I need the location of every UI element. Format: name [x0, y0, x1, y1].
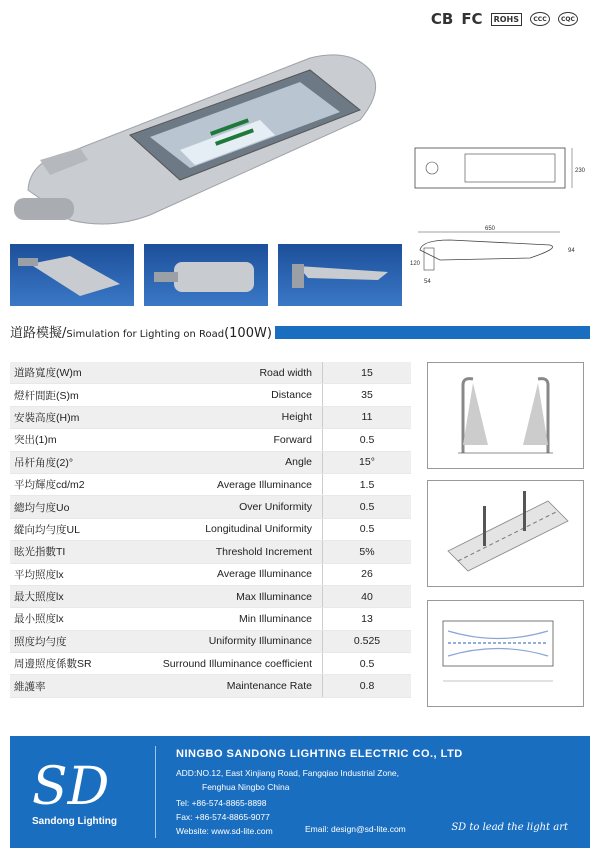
spec-label-en: Average Illuminance	[138, 473, 323, 495]
spec-label-cn: 最大照度lx	[10, 585, 138, 607]
spec-value: 15°	[323, 451, 412, 473]
spec-label-en: Distance	[138, 384, 323, 406]
spec-label-cn: 總均勻度Uo	[10, 496, 138, 518]
title-suffix: (100W)	[224, 326, 272, 341]
illuminance-grid-diagram	[427, 600, 584, 707]
street-light-hero-image	[10, 40, 395, 240]
spec-label-cn: 燈杆間距(S)m	[10, 384, 138, 406]
spec-value: 26	[323, 563, 412, 585]
spec-label-cn: 眩光指數TI	[10, 541, 138, 563]
spec-label-cn: 縱向均勻度UL	[10, 518, 138, 540]
pole-elevation-diagram	[427, 362, 584, 469]
cb-mark: CB	[430, 10, 454, 28]
spec-label-en: Forward	[138, 429, 323, 451]
spec-label-cn: 周邊照度係數SR	[10, 653, 138, 675]
fax: Fax: +86-574-8865-9077	[176, 812, 270, 822]
certification-marks	[431, 10, 578, 28]
spec-label-en: Threshold Increment	[138, 541, 323, 563]
spec-value: 11	[323, 406, 412, 428]
thumb-side-view	[278, 244, 402, 306]
spec-label-en: Maintenance Rate	[138, 675, 323, 697]
dim-94: 94	[568, 248, 575, 254]
ccc-mark: CCC	[530, 12, 550, 26]
spec-value: 15	[323, 362, 412, 384]
brand-name: Sandong Lighting	[32, 816, 117, 827]
title-en: Simulation for Lighting on Road	[66, 329, 225, 340]
rohs-mark: ROHS	[491, 13, 522, 26]
road-layout-diagram	[427, 480, 584, 587]
spec-row	[10, 541, 411, 563]
spec-label-en: Max Illuminance	[138, 585, 323, 607]
section-title	[10, 320, 590, 342]
svg-text:SD: SD	[32, 757, 110, 814]
dim-650: 650	[485, 226, 496, 232]
title-accent-bar	[275, 326, 590, 339]
spec-row	[10, 563, 411, 585]
footer-divider	[155, 746, 156, 838]
spec-value: 0.5	[323, 518, 412, 540]
spec-value: 5%	[323, 541, 412, 563]
spec-label-en: Longitudinal Uniformity	[138, 518, 323, 540]
contact-info	[176, 796, 273, 838]
spec-row	[10, 451, 411, 473]
spec-row	[10, 496, 411, 518]
simulation-spec-table	[10, 362, 411, 698]
spec-label-cn: 照度均勻度	[10, 630, 138, 652]
spec-label-en: Road width	[138, 362, 323, 384]
spec-label-cn: 安裝高度(H)m	[10, 406, 138, 428]
spec-label-cn: 平均輝度cd/m2	[10, 473, 138, 495]
spec-row	[10, 384, 411, 406]
telephone: Tel: +86-574-8865-8898	[176, 798, 267, 808]
title-cn: 道路模擬/	[10, 326, 67, 341]
spec-value: 1.5	[323, 473, 412, 495]
spec-row	[10, 429, 411, 451]
dim-120: 120	[410, 261, 421, 267]
email-link[interactable]: Email: design@sd-lite.com	[305, 824, 406, 834]
company-name: NINGBO SANDONG LIGHTING ELECTRIC CO., LTD	[176, 748, 463, 760]
sd-logo	[30, 754, 125, 814]
thumb-top-view	[10, 244, 134, 306]
company-footer	[10, 736, 590, 848]
spec-label-en: Height	[138, 406, 323, 428]
website-link[interactable]: Website: www.sd-lite.com	[176, 826, 273, 836]
company-address: ADD:NO.12, East Xinjiang Road, Fangqiao Industrial Zone, Fenghua Ningbo China	[176, 768, 400, 792]
spec-value: 0.5	[323, 429, 412, 451]
spec-value: 35	[323, 384, 412, 406]
spec-row	[10, 473, 411, 495]
product-thumbnails	[10, 244, 402, 306]
spec-row	[10, 585, 411, 607]
dim-54: 54	[424, 279, 431, 285]
spec-row	[10, 608, 411, 630]
spec-label-en: Surround Illuminance coefficient	[138, 653, 323, 675]
spec-row	[10, 518, 411, 540]
slogan: SD to lead the light art	[451, 822, 568, 833]
spec-row	[10, 630, 411, 652]
spec-value: 0.525	[323, 630, 412, 652]
fc-mark: FC	[461, 10, 483, 28]
dimension-drawings	[410, 140, 590, 310]
spec-label-cn: 突出(1)m	[10, 429, 138, 451]
thumb-back-view	[144, 244, 268, 306]
spec-value: 13	[323, 608, 412, 630]
spec-label-cn: 維護率	[10, 675, 138, 697]
spec-label-en: Average Illuminance	[138, 563, 323, 585]
spec-value: 0.5	[323, 653, 412, 675]
spec-label-en: Angle	[138, 451, 323, 473]
spec-label-cn: 平均照度lx	[10, 563, 138, 585]
spec-row	[10, 362, 411, 384]
spec-label-cn: 最小照度lx	[10, 608, 138, 630]
spec-label-en: Uniformity Illuminance	[138, 630, 323, 652]
spec-value: 0.5	[323, 496, 412, 518]
spec-label-en: Min Illuminance	[138, 608, 323, 630]
spec-row	[10, 406, 411, 428]
dim-230: 230	[575, 168, 586, 174]
spec-label-cn: 吊杆角度(2)°	[10, 451, 138, 473]
spec-row	[10, 653, 411, 675]
spec-value: 40	[323, 585, 412, 607]
spec-value: 0.8	[323, 675, 412, 697]
spec-label-cn: 道路寬度(W)m	[10, 362, 138, 384]
cqc-mark: CQC	[558, 12, 578, 26]
spec-label-en: Over Uniformity	[138, 496, 323, 518]
spec-row	[10, 675, 411, 697]
